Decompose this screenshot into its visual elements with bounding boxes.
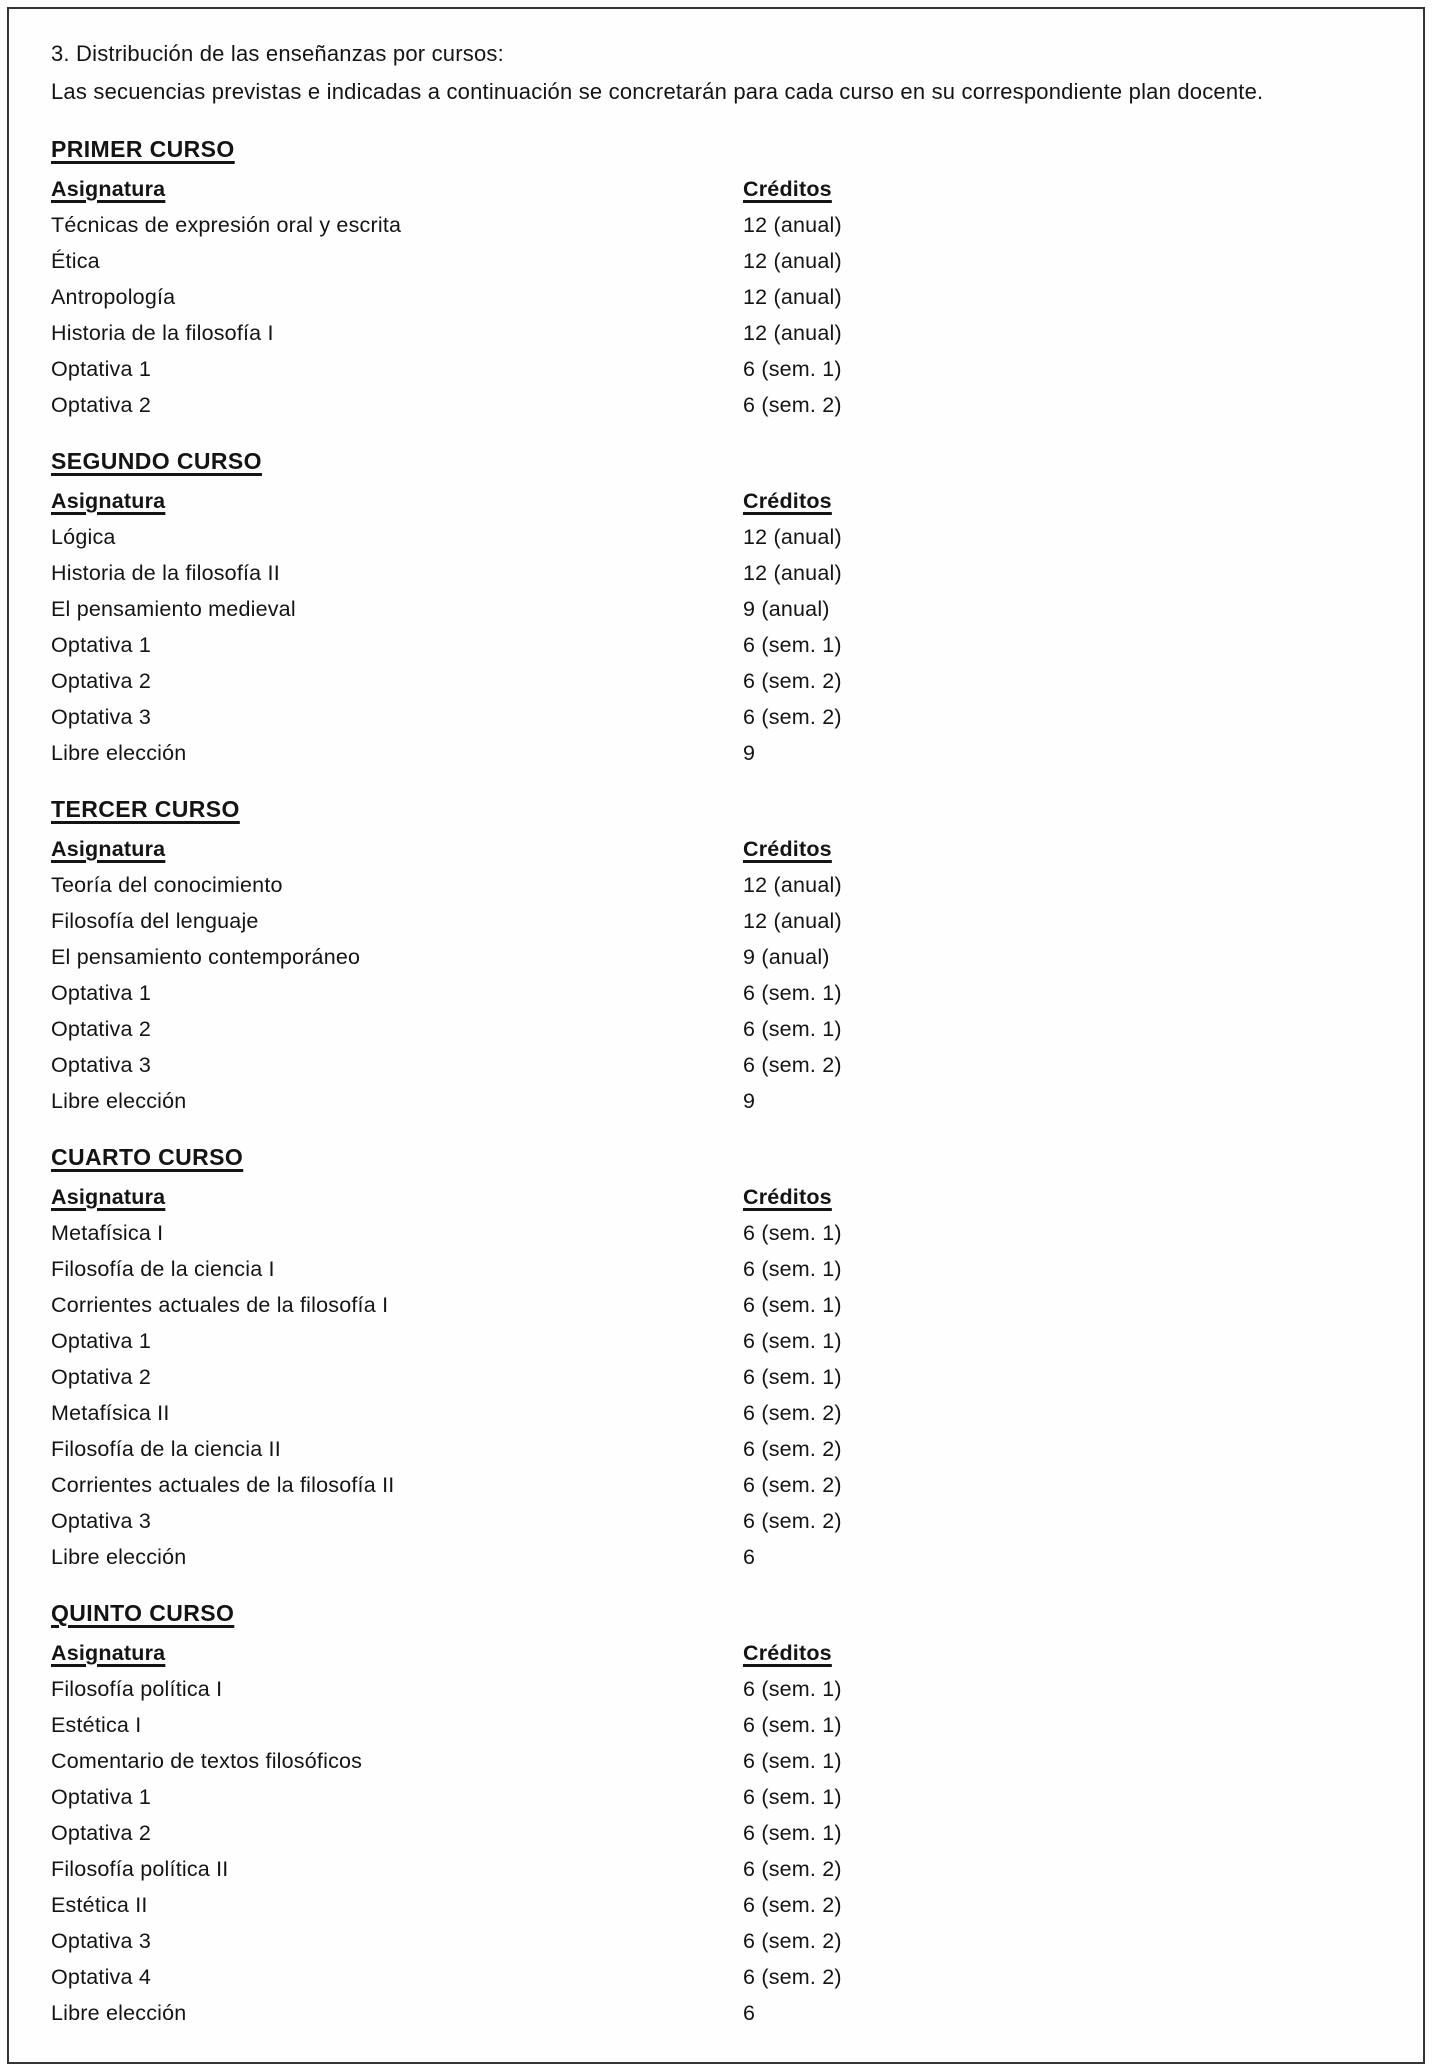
credits-cell: 6 (sem. 2) <box>743 1473 842 1497</box>
credits-cell: 12 (anual) <box>743 561 842 585</box>
course-row <box>51 867 1379 903</box>
course-row <box>51 1467 1379 1503</box>
course-row <box>51 1743 1379 1779</box>
course-row <box>51 555 1379 591</box>
course-row <box>51 1323 1379 1359</box>
credits-cell: 6 (sem. 1) <box>743 1821 842 1845</box>
subject-cell: Antropología <box>51 285 176 309</box>
course-title: TERCER CURSO <box>51 796 240 822</box>
credits-cell: 6 <box>743 2001 756 2025</box>
course-sections <box>51 131 1379 2031</box>
course-row <box>51 1503 1379 1539</box>
column-header-asignatura: Asignatura <box>51 1641 166 1665</box>
column-header-asignatura: Asignatura <box>51 1185 166 1209</box>
subject-cell: Filosofía de la ciencia II <box>51 1437 281 1461</box>
course-row <box>51 975 1379 1011</box>
credits-cell: 6 (sem. 1) <box>743 1257 842 1281</box>
subject-cell: Estética II <box>51 1893 148 1917</box>
document-page <box>7 7 1425 2064</box>
subject-cell: Metafísica I <box>51 1221 164 1245</box>
course-row <box>51 1047 1379 1083</box>
column-header-creditos: Créditos <box>743 177 832 201</box>
credits-cell: 6 (sem. 2) <box>743 393 842 417</box>
credits-cell: 6 (sem. 1) <box>743 981 842 1005</box>
column-header-creditos: Créditos <box>743 837 832 861</box>
subject-cell: El pensamiento medieval <box>51 597 296 621</box>
subject-cell: Optativa 3 <box>51 1053 151 1077</box>
credits-cell: 6 (sem. 2) <box>743 1053 842 1077</box>
course-title: PRIMER CURSO <box>51 136 235 162</box>
credits-cell: 6 (sem. 1) <box>743 1293 842 1317</box>
credits-cell: 6 (sem. 2) <box>743 1857 842 1881</box>
credits-cell: 6 (sem. 1) <box>743 1749 842 1773</box>
course-row <box>51 1395 1379 1431</box>
course-row <box>51 1887 1379 1923</box>
credits-cell: 6 (sem. 1) <box>743 1713 842 1737</box>
column-header-row <box>51 1179 1379 1215</box>
credits-cell: 12 (anual) <box>743 909 842 933</box>
credits-cell: 6 (sem. 1) <box>743 1677 842 1701</box>
course-row <box>51 1815 1379 1851</box>
course-row <box>51 1539 1379 1575</box>
credits-cell: 6 (sem. 2) <box>743 1965 842 1989</box>
credits-cell: 6 (sem. 1) <box>743 1329 842 1353</box>
column-header-row <box>51 171 1379 207</box>
credits-cell: 12 (anual) <box>743 285 842 309</box>
credits-cell: 6 (sem. 2) <box>743 1893 842 1917</box>
credits-cell: 6 (sem. 1) <box>743 1017 842 1041</box>
course-row <box>51 735 1379 771</box>
subject-cell: El pensamiento contemporáneo <box>51 945 361 969</box>
column-header-creditos: Créditos <box>743 1641 832 1665</box>
course-row <box>51 591 1379 627</box>
column-header-row <box>51 831 1379 867</box>
subject-cell: Optativa 1 <box>51 357 151 381</box>
subject-cell: Optativa 3 <box>51 1929 151 1953</box>
course-row <box>51 903 1379 939</box>
subject-cell: Metafísica II <box>51 1401 170 1425</box>
subject-cell: Optativa 1 <box>51 1329 151 1353</box>
credits-cell: 12 (anual) <box>743 321 842 345</box>
subject-cell: Optativa 2 <box>51 1365 151 1389</box>
column-header-row <box>51 1635 1379 1671</box>
subject-cell: Optativa 1 <box>51 981 151 1005</box>
credits-cell: 6 (sem. 1) <box>743 1221 842 1245</box>
course-row <box>51 279 1379 315</box>
course-row <box>51 1851 1379 1887</box>
column-header-creditos: Créditos <box>743 489 832 513</box>
subject-cell: Filosofía política II <box>51 1857 229 1881</box>
course-section <box>51 1139 1379 1575</box>
subject-cell: Optativa 4 <box>51 1965 151 1989</box>
credits-cell: 6 (sem. 2) <box>743 1401 842 1425</box>
course-row <box>51 1923 1379 1959</box>
column-header-creditos: Créditos <box>743 1185 832 1209</box>
course-row <box>51 627 1379 663</box>
column-header-asignatura: Asignatura <box>51 489 166 513</box>
subject-cell: Historia de la filosofía II <box>51 561 280 585</box>
course-row <box>51 1359 1379 1395</box>
column-header-asignatura: Asignatura <box>51 837 166 861</box>
subject-cell: Corrientes actuales de la filosofía II <box>51 1473 395 1497</box>
course-row <box>51 1287 1379 1323</box>
intro-body: Las secuencias previstas e indicadas a continuación se concretarán para cada curso en su correspondiente plan docente. <box>51 79 1264 104</box>
course-section <box>51 791 1379 1119</box>
course-row <box>51 1779 1379 1815</box>
subject-cell: Optativa 1 <box>51 1785 151 1809</box>
subject-cell: Optativa 1 <box>51 633 151 657</box>
subject-cell: Filosofía política I <box>51 1677 223 1701</box>
course-row <box>51 243 1379 279</box>
credits-cell: 6 (sem. 2) <box>743 1929 842 1953</box>
subject-cell: Comentario de textos filosóficos <box>51 1749 363 1773</box>
subject-cell: Ética <box>51 249 100 273</box>
course-title: SEGUNDO CURSO <box>51 448 262 474</box>
credits-cell: 6 (sem. 2) <box>743 1509 842 1533</box>
subject-cell: Libre elección <box>51 1545 187 1569</box>
subject-cell: Optativa 2 <box>51 1821 151 1845</box>
course-section <box>51 443 1379 771</box>
subject-cell: Corrientes actuales de la filosofía I <box>51 1293 389 1317</box>
subject-cell: Libre elección <box>51 1089 187 1113</box>
subject-cell: Estética I <box>51 1713 142 1737</box>
subject-cell: Lógica <box>51 525 116 549</box>
course-row <box>51 315 1379 351</box>
column-header-asignatura: Asignatura <box>51 177 166 201</box>
credits-cell: 9 <box>743 741 756 765</box>
course-title: CUARTO CURSO <box>51 1144 244 1170</box>
course-row <box>51 207 1379 243</box>
subject-cell: Optativa 2 <box>51 393 151 417</box>
course-row <box>51 1995 1379 2031</box>
credits-cell: 12 (anual) <box>743 213 842 237</box>
subject-cell: Libre elección <box>51 741 187 765</box>
course-title: QUINTO CURSO <box>51 1600 235 1626</box>
credits-cell: 9 (anual) <box>743 597 830 621</box>
course-row <box>51 1215 1379 1251</box>
course-row <box>51 1011 1379 1047</box>
subject-cell: Técnicas de expresión oral y escrita <box>51 213 402 237</box>
subject-cell: Filosofía de la ciencia I <box>51 1257 275 1281</box>
credits-cell: 6 <box>743 1545 756 1569</box>
subject-cell: Teoría del conocimiento <box>51 873 283 897</box>
course-row <box>51 1671 1379 1707</box>
course-section <box>51 131 1379 423</box>
credits-cell: 6 (sem. 2) <box>743 705 842 729</box>
subject-cell: Optativa 3 <box>51 1509 151 1533</box>
course-row <box>51 519 1379 555</box>
subject-cell: Filosofía del lenguaje <box>51 909 259 933</box>
course-row <box>51 699 1379 735</box>
subject-cell: Optativa 2 <box>51 669 151 693</box>
credits-cell: 9 (anual) <box>743 945 830 969</box>
course-row <box>51 1251 1379 1287</box>
credits-cell: 12 (anual) <box>743 249 842 273</box>
course-row <box>51 1431 1379 1467</box>
credits-cell: 12 (anual) <box>743 525 842 549</box>
course-section <box>51 1595 1379 2031</box>
credits-cell: 6 (sem. 1) <box>743 1365 842 1389</box>
column-header-row <box>51 483 1379 519</box>
credits-cell: 9 <box>743 1089 756 1113</box>
subject-cell: Libre elección <box>51 2001 187 2025</box>
credits-cell: 12 (anual) <box>743 873 842 897</box>
credits-cell: 6 (sem. 1) <box>743 357 842 381</box>
credits-cell: 6 (sem. 1) <box>743 633 842 657</box>
credits-cell: 6 (sem. 1) <box>743 1785 842 1809</box>
subject-cell: Optativa 3 <box>51 705 151 729</box>
course-row <box>51 387 1379 423</box>
credits-cell: 6 (sem. 2) <box>743 669 842 693</box>
subject-cell: Historia de la filosofía I <box>51 321 274 345</box>
course-row <box>51 1959 1379 1995</box>
intro-heading: 3. Distribución de las enseñanzas por cursos: <box>51 41 504 66</box>
course-row <box>51 351 1379 387</box>
course-row <box>51 939 1379 975</box>
course-row <box>51 1083 1379 1119</box>
course-row <box>51 663 1379 699</box>
subject-cell: Optativa 2 <box>51 1017 151 1041</box>
credits-cell: 6 (sem. 2) <box>743 1437 842 1461</box>
course-row <box>51 1707 1379 1743</box>
